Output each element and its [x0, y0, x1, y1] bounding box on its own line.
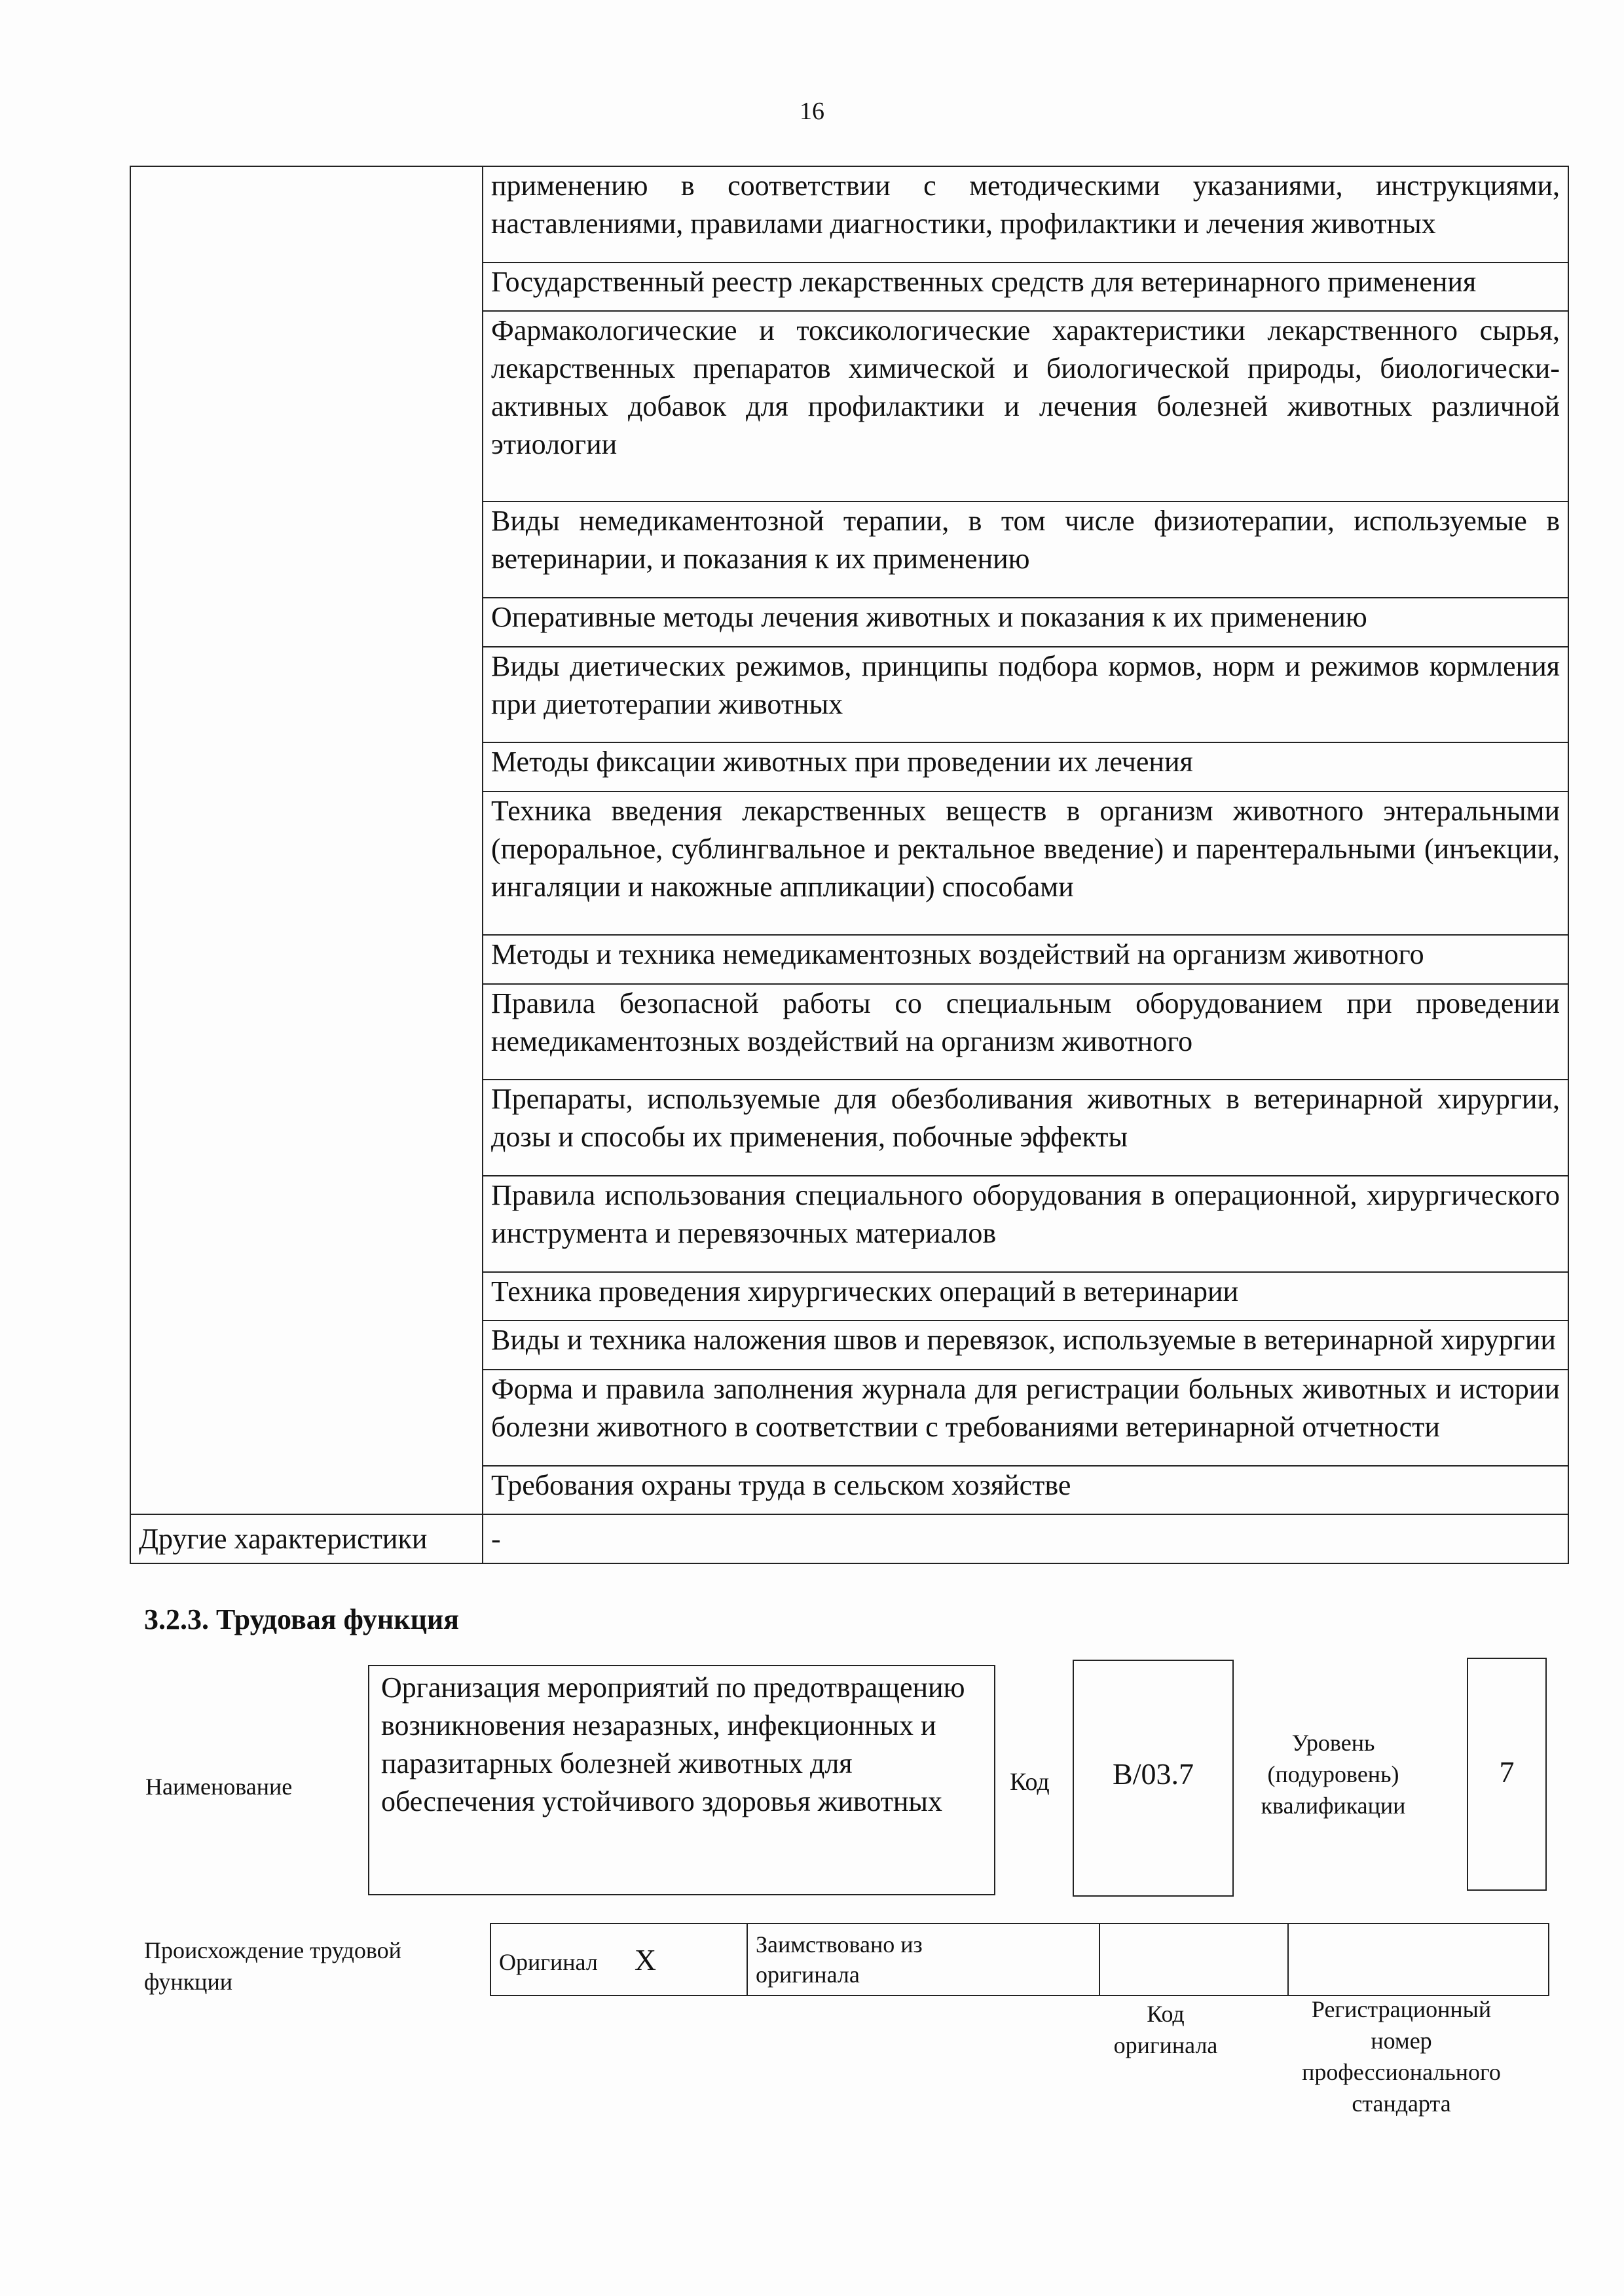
original-cell: [490, 1923, 747, 1995]
knowledge-item: Методы фиксации животных при проведении их лечения: [483, 742, 1568, 792]
section-heading: 3.2.3. Трудовая функция: [144, 1603, 460, 1635]
borrowed-line: оригинала: [756, 1961, 860, 1988]
level-label-line: (подуровень): [1267, 1761, 1399, 1787]
caption-line: профессионального: [1302, 2059, 1501, 2085]
level-label-line: квалификации: [1261, 1793, 1406, 1819]
origin-label-line: Происхождение трудовой: [144, 1937, 401, 1963]
borrowed-line: Заимствовано из: [756, 1931, 923, 1958]
left-column-cell: [130, 166, 483, 1514]
code-label: Код: [1010, 1768, 1050, 1796]
registration-number-cell: [1288, 1923, 1549, 1995]
caption-line: оригинала: [1113, 2032, 1218, 2058]
caption-line: номер: [1371, 2028, 1432, 2054]
knowledge-item: Виды немедикаментозной терапии, в том числе физиотерапии, используемые в ветеринарии, и показания к их применению: [483, 501, 1568, 598]
registration-number-caption: [1264, 1994, 1539, 2119]
code-box: В/03.7: [1073, 1660, 1234, 1897]
qualification-level-box: 7: [1467, 1658, 1547, 1891]
knowledge-item: Государственный реестр лекарственных средств для ветеринарного применения: [483, 263, 1568, 312]
origin-table: [490, 1923, 1549, 1996]
caption-line: Регистрационный: [1311, 1996, 1492, 2022]
other-characteristics-value: -: [483, 1514, 1568, 1563]
knowledge-item: Техника проведения хирургических операций в ветеринарии: [483, 1272, 1568, 1321]
knowledge-item: Правила использования специального оборудования в операционной, хирургического инструмента и перевязочных материалов: [483, 1176, 1568, 1272]
knowledge-item: Форма и правила заполнения журнала для регистрации больных животных и истории болезни животного в соответствии с требованиями ветеринарной отчетности: [483, 1370, 1568, 1466]
knowledge-item: Фармакологические и токсикологические характеристики лекарственного сырья, лекарственных препаратов химической и биологической природы, биологически-активных добавок для профилактики и лечения болезней животных различной этиологии: [483, 311, 1568, 501]
knowledge-item: Виды и техника наложения швов и перевязок, используемые в ветеринарной хирургии: [483, 1321, 1568, 1370]
table-row: [130, 166, 1568, 263]
page-number: 16: [800, 98, 824, 125]
knowledge-item: Техника введения лекарственных веществ в организм животного энтеральными (пероральное, сублингвальное и ректальное введение) и парентеральными (инъекции, ингаляции и накожные аппликации) способами: [483, 792, 1568, 935]
other-characteristics-row: [130, 1514, 1568, 1563]
knowledge-item: Оперативные методы лечения животных и показания к их применению: [483, 598, 1568, 647]
knowledge-table: [130, 166, 1569, 1564]
knowledge-item: Препараты, используемые для обезболивания животных в ветеринарной хирургии, дозы и способы их применения, побочные эффекты: [483, 1080, 1568, 1176]
knowledge-item: Виды диетических режимов, принципы подбора кормов, норм и режимов кормления при диетотерапии животных: [483, 647, 1568, 743]
qualification-level-label: [1244, 1727, 1422, 1821]
table-row: [490, 1923, 1549, 1995]
knowledge-item: Требования охраны труда в сельском хозяйстве: [483, 1466, 1568, 1515]
origin-label-line: функции: [144, 1969, 232, 1995]
knowledge-item: применению в соответствии с методическими указаниями, инструкциями, наставлениями, правилами диагностики, профилактики и лечения животных: [483, 166, 1568, 263]
function-name-box: Организация мероприятий по предотвращению возникновения незаразных, инфекционных и паразитарных болезней животных для обеспечения устойчивого здоровья животных: [368, 1665, 995, 1895]
other-characteristics-label: Другие характеристики: [130, 1514, 483, 1563]
name-label: Наименование: [145, 1774, 293, 1800]
knowledge-item: Правила безопасной работы со специальным оборудованием при проведении немедикаментозных воздействий на организм животного: [483, 984, 1568, 1080]
origin-label: [144, 1935, 401, 1997]
knowledge-item: Методы и техника немедикаментозных воздействий на организм животного: [483, 935, 1568, 984]
caption-line: стандарта: [1352, 2090, 1451, 2117]
borrowed-cell: [747, 1923, 1099, 1995]
level-label-line: Уровень: [1291, 1730, 1375, 1756]
caption-line: Код: [1147, 2001, 1185, 2027]
original-label: Оригинал: [499, 1948, 598, 1975]
original-code-caption: [1087, 1998, 1244, 2061]
original-mark: X: [634, 1942, 657, 1977]
original-code-cell: [1099, 1923, 1288, 1995]
